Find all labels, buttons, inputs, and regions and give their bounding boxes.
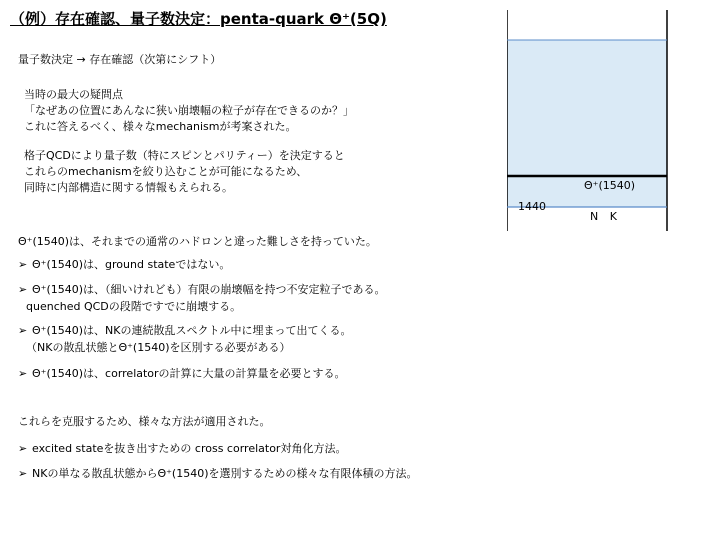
bullet-text: Θ⁺(1540)は、NKの連続散乱スペクトル中に埋まって出てくる。 <box>32 324 352 337</box>
resonance-label: Θ⁺(1540) <box>584 179 636 192</box>
bullet-text: Θ⁺(1540)は、ground stateではない。 <box>32 258 231 271</box>
qcd-line-3: 同時に内部構造に関する情報もえられる。 <box>24 181 233 194</box>
energy-level-diagram <box>507 10 675 231</box>
bullet-text: Θ⁺(1540)は、（細いけれども）有限の崩壊幅を持つ不安定粒子である。 <box>32 283 386 296</box>
bullet-item <box>18 466 417 482</box>
threshold-value: 1440 <box>518 200 546 213</box>
slide-title: （例）存在確認、量子数決定：penta-quark Θ⁺(5Q) <box>10 10 387 28</box>
question-line-2: 「なぜあの位置にあんなに狭い崩壊幅の粒子が存在できるのか？」 <box>24 104 354 117</box>
bullet-item <box>18 441 346 457</box>
bullet-text: excited stateを抜き出すための cross correlator対角化方法。 <box>32 442 347 455</box>
bullet-item <box>18 257 230 273</box>
qcd-line-2: これらのmechanismを絞り込むことが可能になるため、 <box>24 165 308 178</box>
bullet-continuation: （NKの散乱状態とΘ⁺(1540)を区別する必要がある） <box>26 341 291 354</box>
question-line-3: これに答えるべく、様々なmechanismが考案された。 <box>24 120 297 133</box>
methods-lead: これらを克服するため、様々な方法が適用された。 <box>18 415 271 428</box>
intro-line: 量子数決定 → 存在確認（次第にシフト） <box>18 53 222 66</box>
bullet-arrow-icon: ➢ <box>18 442 28 455</box>
bullet-item <box>18 282 386 298</box>
difficulty-lead: Θ⁺(1540)は、それまでの通常のハドロンと違った難しさを持っていた。 <box>18 235 377 248</box>
bullet-text: NKの単なる散乱状態からΘ⁺(1540)を選別するための様々な有限体積の方法。 <box>32 467 418 480</box>
bullet-arrow-icon: ➢ <box>18 283 28 296</box>
bullet-arrow-icon: ➢ <box>18 324 28 337</box>
bullet-arrow-icon: ➢ <box>18 258 28 271</box>
threshold-label: N K <box>590 210 621 223</box>
bullet-arrow-icon: ➢ <box>18 367 28 380</box>
bullet-continuation: quenched QCDの段階ですでに崩壊する。 <box>26 300 242 313</box>
bullet-arrow-icon: ➢ <box>18 467 28 480</box>
bullet-text: Θ⁺(1540)は、correlatorの計算に大量の計算量を必要とする。 <box>32 367 346 380</box>
bullet-item <box>18 366 346 382</box>
bullet-item <box>18 323 351 339</box>
qcd-line-1: 格子QCDにより量子数（特にスピンとパリティー）を決定すると <box>24 149 345 162</box>
question-line-1: 当時の最大の疑問点 <box>24 88 123 101</box>
